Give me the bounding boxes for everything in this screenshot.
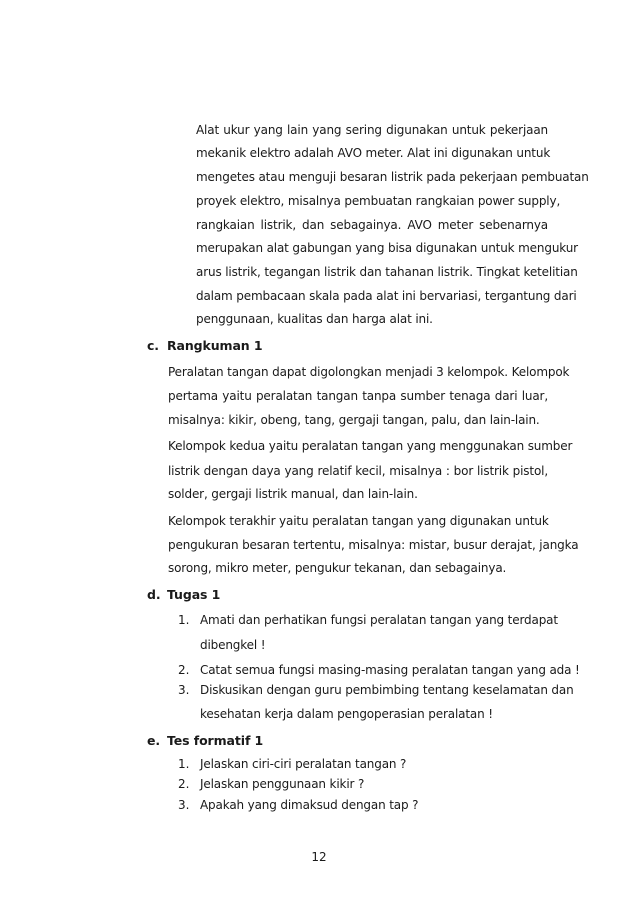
list-item-number: 2. [178, 662, 190, 677]
paragraph-line: Peralatan tangan dapat digolongkan menjadi 3 kelompok. Kelompok [168, 365, 570, 379]
paragraph-line: misalnya: kikir, obeng, tang, gergaji tangan, palu, dan lain-lain. [168, 412, 540, 427]
list-item-line: dibengkel ! [200, 637, 266, 652]
section-heading-tugas [147, 587, 220, 602]
page-number: 12 [311, 850, 327, 864]
list-item-number: 2. [178, 777, 190, 792]
list-item-line: Apakah yang dimaksud dengan tap ? [200, 798, 419, 812]
paragraph-line: sorong, mikro meter, pengukur tekanan, dan sebagainya. [168, 561, 507, 576]
list-item-number: 3. [178, 798, 190, 812]
intro-line: proyek elektro, misalnya pembuatan rangkaian power supply, [196, 193, 561, 208]
intro-line: mengetes atau menguji besaran listrik pada pekerjaan pembuatan [196, 169, 589, 184]
paragraph-line: pertama yaitu peralatan tangan tanpa sumber tenaga dari luar, [168, 389, 548, 404]
list-item-line: Jelaskan ciri-ciri peralatan tangan ? [200, 756, 407, 771]
list-item-line: Amati dan perhatikan fungsi peralatan tangan yang terdapat [200, 613, 558, 628]
list-item-number: 1. [178, 613, 190, 628]
intro-line: merupakan alat gabungan yang bisa digunakan untuk mengukur [196, 241, 578, 256]
list-item-line: Catat semua fungsi masing-masing peralatan tangan yang ada ! [200, 662, 580, 677]
section-title: Rangkuman 1 [167, 338, 263, 354]
paragraph-line: Kelompok terakhir yaitu peralatan tangan yang digunakan untuk [168, 513, 549, 528]
paragraph-line: listrik dengan daya yang relatif kecil, misalnya : bor listrik pistol, [168, 463, 548, 478]
section-letter: e. [147, 732, 161, 748]
intro-line: dalam pembacaan skala pada alat ini bervariasi, tergantung dari [196, 288, 577, 303]
intro-line: Alat ukur yang lain yang sering digunakan untuk pekerjaan [196, 122, 548, 137]
intro-line: rangkaian listrik, dan sebagainya. AVO meter sebenarnya [196, 217, 548, 232]
section-letter: d. [147, 587, 161, 603]
intro-line: arus listrik, tegangan listrik dan tahanan listrik. Tingkat ketelitian [196, 265, 578, 280]
list-item-number: 3. [178, 683, 190, 698]
section-title: Tugas 1 [167, 587, 221, 603]
section-heading-rangkuman [147, 338, 262, 353]
paragraph-line: Kelompok kedua yaitu peralatan tangan yang menggunakan sumber [168, 439, 573, 454]
intro-line: mekanik elektro adalah AVO meter. Alat ini digunakan untuk [196, 146, 551, 161]
intro-line: penggunaan, kualitas dan harga alat ini. [196, 312, 433, 327]
paragraph-line: pengukuran besaran tertentu, misalnya: mistar, busur derajat, jangka [168, 538, 579, 553]
section-title: Tes formatif 1 [167, 732, 264, 748]
list-item-line: Diskusikan dengan guru pembimbing tentang keselamatan dan [200, 683, 574, 698]
section-heading-tes-formatif [147, 733, 263, 748]
paragraph-line: solder, gergaji listrik manual, dan lain-lain. [168, 486, 418, 501]
list-item-number: 1. [178, 756, 190, 771]
list-item-line: Jelaskan penggunaan kikir ? [200, 777, 365, 792]
section-letter: c. [147, 338, 159, 354]
list-item-line: kesehatan kerja dalam pengoperasian peralatan ! [200, 706, 493, 721]
